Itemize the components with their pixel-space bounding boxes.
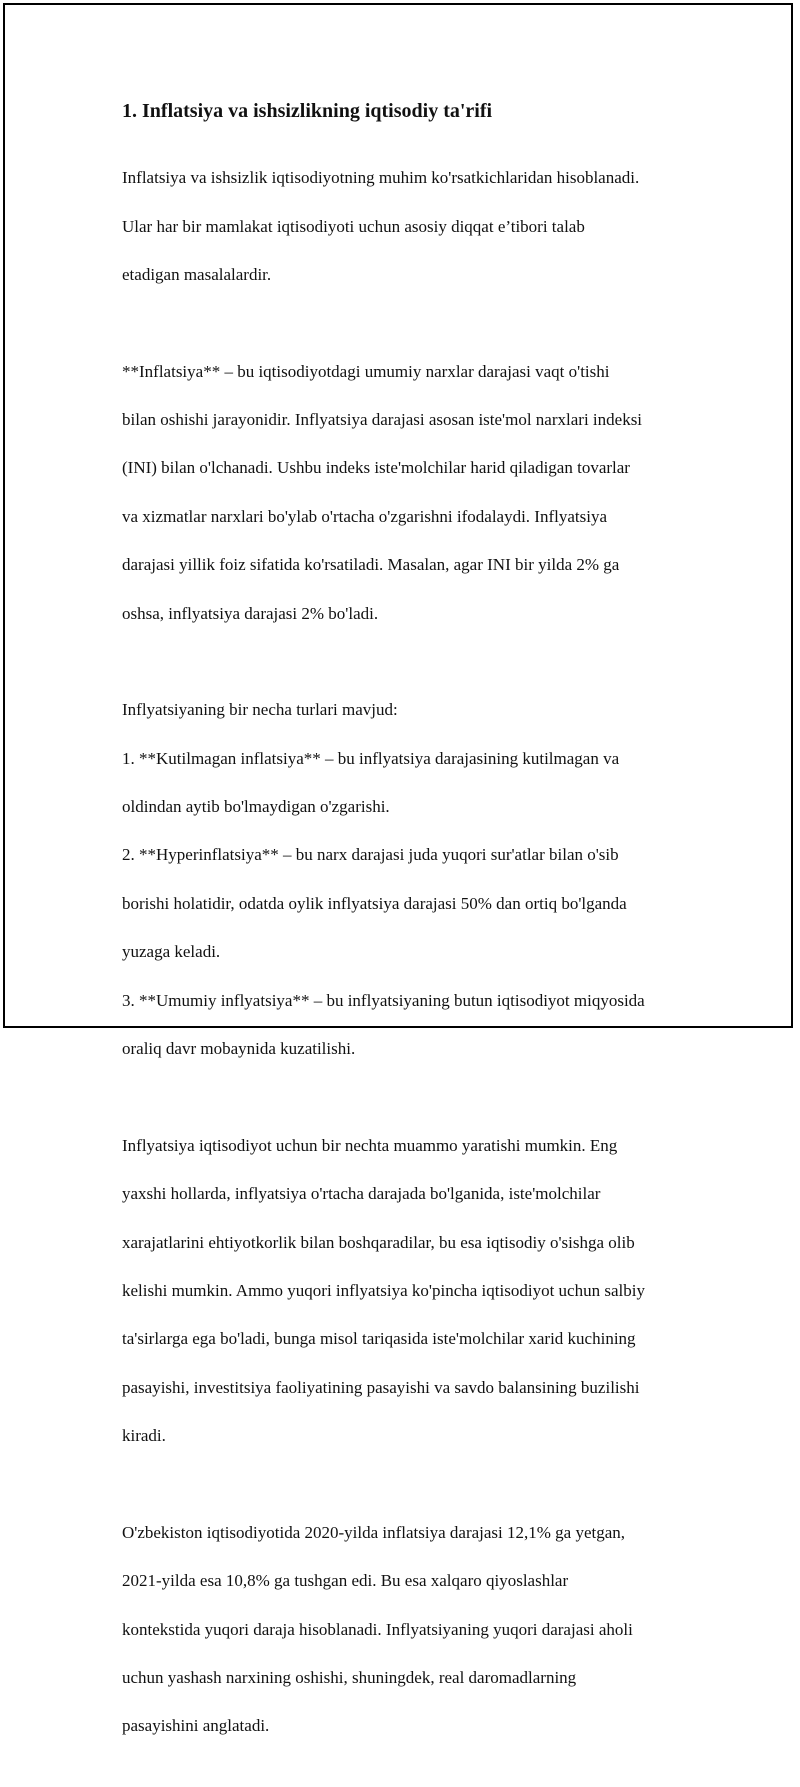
text-line: Inflatsiya va ishsizlik iqtisodiyotning muhim ko'rsatkichlaridan hisoblanadi.	[122, 168, 640, 188]
text-line: oshsa, inflyatsiya darajasi 2% bo'ladi.	[122, 603, 379, 623]
text-line: kiradi.	[122, 1426, 166, 1446]
page-frame	[3, 3, 793, 1736]
text-line: yaxshi hollarda, inflyatsiya o'rtacha darajada bo'lganida, iste'molchilar	[122, 1184, 601, 1204]
text-line: bilan oshishi jarayonidir. Inflyatsiya darajasi asosan iste'mol narxlari indeksi	[122, 410, 643, 430]
text-line: etadigan masalalardir.	[122, 265, 272, 285]
list-item: 3. **Umumiy inflyatsiya** – bu inflyatsiyaning butun iqtisodiyot miqyosida	[122, 990, 645, 1010]
text-line: O'zbekiston iqtisodiyotida 2020-yilda inflatsiya darajasi 12,1% ga yetgan,	[122, 1522, 626, 1542]
text-line: **Inflatsiya** – bu iqtisodiyotdagi umumiy narxlar darajasi vaqt o'tishi	[122, 361, 610, 381]
text-line: Ular har bir mamlakat iqtisodiyoti uchun asosiy diqqat e’tibori talab	[122, 216, 585, 236]
text-line: va xizmatlar narxlari bo'ylab o'rtacha o'zgarishni ifodalaydi. Inflyatsiya	[122, 506, 608, 526]
paragraph-intro	[122, 142, 697, 311]
document-body	[122, 97, 697, 1787]
text-line: pasayishini anglatadi.	[122, 1716, 270, 1736]
paragraph-types	[122, 674, 697, 1085]
text-line: ta'sirlarga ega bo'ladi, bunga misol tariqasida iste'molchilar xarid kuchining	[122, 1329, 636, 1349]
text-line: oraliq davr mobaynida kuzatilishi.	[122, 1039, 356, 1059]
paragraph-uzbekistan	[122, 1497, 697, 1763]
list-item: 2. **Hyperinflatsiya** – bu narx darajasi juda yuqori sur'atlar bilan o'sib	[122, 845, 619, 865]
text-line: borishi holatidir, odatda oylik inflyatsiya darajasi 50% dan ortiq bo'lganda	[122, 893, 627, 913]
text-line: yuzaga keladi.	[122, 942, 221, 962]
text-line: oldindan aytib bo'lmaydigan o'zgarishi.	[122, 797, 390, 817]
text-line: Inflyatsiyaning bir necha turlari mavjud:	[122, 700, 398, 720]
list-item: 1. **Kutilmagan inflatsiya** – bu inflyatsiya darajasining kutilmagan va	[122, 748, 620, 768]
paragraph-problems	[122, 1110, 697, 1473]
text-line: kontekstida yuqori daraja hisoblanadi. Inflyatsiyaning yuqori darajasi aholi	[122, 1619, 633, 1639]
text-line: (INI) bilan o'lchanadi. Ushbu indeks iste'molchilar harid qiladigan tovarlar	[122, 458, 630, 478]
text-line: 2021-yilda esa 10,8% ga tushgan edi. Bu esa xalqaro qiyoslashlar	[122, 1571, 569, 1591]
paragraph-definition	[122, 335, 697, 650]
section-heading: 1. Inflatsiya va ishsizlikning iqtisodiy ta'rifi	[122, 100, 493, 122]
text-line: xarajatlarini ehtiyotkorlik bilan boshqaradilar, bu esa iqtisodiy o'sishga olib	[122, 1232, 635, 1252]
text-line: kelishi mumkin. Ammo yuqori inflyatsiya ko'pincha iqtisodiyot uchun salbiy	[122, 1280, 645, 1300]
text-line: Inflyatsiya iqtisodiyot uchun bir nechta muammo yaratishi mumkin. Eng	[122, 1135, 618, 1155]
text-line: uchun yashash narxining oshishi, shuningdek, real daromadlarning	[122, 1667, 577, 1687]
text-line: darajasi yillik foiz sifatida ko'rsatiladi. Masalan, agar INI bir yilda 2% ga	[122, 555, 620, 575]
text-line: pasayishi, investitsiya faoliyatining pasayishi va savdo balansining buzilishi	[122, 1377, 640, 1397]
